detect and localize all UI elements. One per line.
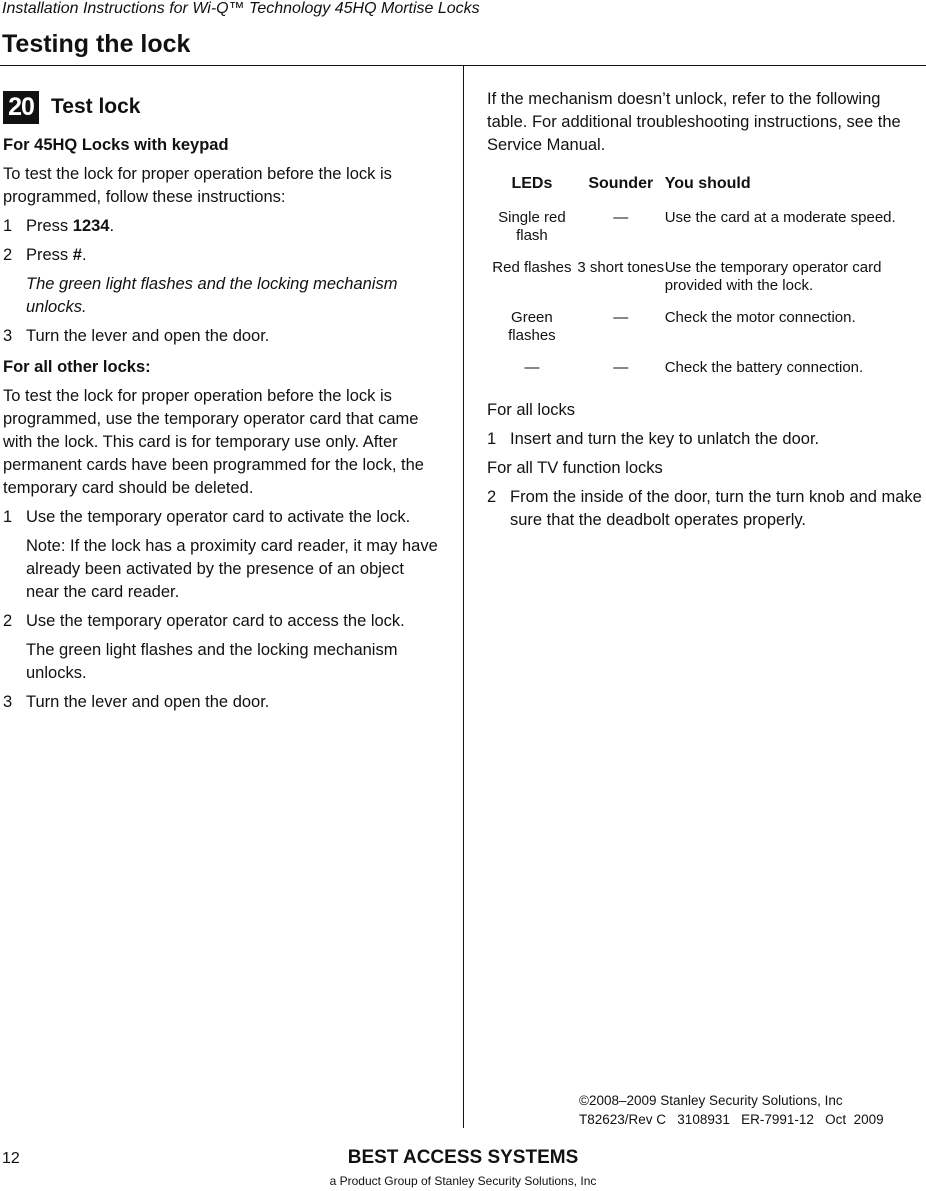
table-cell: 3 short tones	[577, 259, 665, 276]
item-punct: .	[109, 217, 115, 235]
copyright-line: ©2008–2009 Stanley Security Solutions, Inc	[579, 1093, 843, 1108]
all-locks-label: For all locks	[487, 401, 576, 419]
brand-name: BEST ACCESS SYSTEMS	[347, 1147, 579, 1168]
proximity-note: Note: If the lock has a proximity card reader, it may have already been activated by the presence of an object near the card reader.	[26, 537, 438, 601]
item-text: Use the temporary operator card to activate the lock.	[26, 508, 411, 526]
item-text: Turn the lever and open the door.	[26, 327, 270, 345]
table-cell: —	[524, 359, 540, 376]
step-header	[3, 88, 439, 126]
item-text: Press	[26, 246, 73, 264]
page-number: 12	[2, 1150, 20, 1167]
keypad-result: The green light flashes and the locking mechanism unlocks.	[26, 275, 398, 316]
table-cell: Use the card at a moderate speed.	[664, 209, 896, 226]
table-cell: —	[613, 309, 629, 326]
brand-subtitle: a Product Group of Stanley Security Solutions, Inc	[329, 1174, 597, 1188]
list-item	[487, 428, 922, 451]
list-item	[3, 691, 439, 714]
list-item	[3, 325, 439, 348]
list-item	[3, 610, 439, 633]
table-cell: Green flashes	[508, 309, 556, 344]
troubleshooting-intro: If the mechanism doesn’t unlock, refer to the following table. For additional troubleshooting instructions, see the Service Manual.	[487, 90, 901, 154]
table-cell: Single red flash	[498, 209, 566, 244]
document-title: Installation Instructions for Wi-Q™ Technology 45HQ Mortise Locks	[2, 0, 480, 17]
item-text: Press	[26, 217, 73, 235]
item-number: 2	[3, 612, 13, 630]
table-row	[487, 209, 922, 259]
column-header-you-should: You should	[664, 175, 751, 192]
section-title: Testing the lock	[2, 30, 191, 58]
list-item	[3, 506, 439, 529]
other-locks-intro: To test the lock for proper operation before the lock is programmed, use the temporary operator card that came with the lock. This card is for temporary use only. After permanent cards have been programmed for the lock, the temporary card should be deleted.	[3, 387, 424, 497]
document-codes: T82623/Rev C 3108931 ER-7991-12 Oct 2009	[579, 1112, 884, 1127]
keypad-intro: To test the lock for proper operation before the lock is programmed, follow these instructions:	[3, 165, 392, 206]
step-number-badge: 20	[3, 91, 39, 124]
item-number: 1	[3, 508, 13, 526]
table-cell: Check the battery connection.	[664, 359, 864, 376]
list-item	[3, 244, 439, 267]
table-header-row	[487, 175, 922, 209]
column-divider	[463, 66, 464, 1128]
table-cell: Use the temporary operator card provided with the lock.	[664, 259, 882, 294]
item-punct: .	[81, 246, 87, 264]
other-locks-heading: For all other locks:	[3, 358, 151, 376]
list-item	[3, 215, 439, 238]
table-cell: —	[613, 209, 629, 226]
list-item	[487, 486, 922, 532]
item-number: 2	[487, 488, 497, 506]
item-number: 3	[3, 327, 13, 345]
item-number: 1	[3, 217, 13, 235]
tv-function-label: For all TV function locks	[487, 459, 663, 477]
column-header-sounder: Sounder	[588, 175, 654, 192]
troubleshooting-table	[487, 175, 922, 391]
copyright-block	[579, 1091, 884, 1129]
table-row	[487, 359, 922, 391]
table-cell: Red flashes	[492, 259, 572, 276]
item-text: Use the temporary operator card to access the lock.	[26, 612, 405, 630]
table-row	[487, 259, 922, 309]
item-text: Insert and turn the key to unlatch the door.	[510, 430, 820, 448]
step-title: Test lock	[51, 95, 141, 118]
item-number: 3	[3, 693, 13, 711]
keypad-heading: For 45HQ Locks with keypad	[3, 136, 229, 154]
keypad-code: #	[72, 246, 82, 264]
table-row	[487, 309, 922, 359]
table-cell: Check the motor connection.	[664, 309, 856, 326]
column-header-leds: LEDs	[511, 175, 553, 192]
item-number: 2	[3, 246, 13, 264]
item-text: Turn the lever and open the door.	[26, 693, 270, 711]
item-text: From the inside of the door, turn the turn knob and make sure that the deadbolt operates properly.	[510, 488, 922, 529]
item-number: 1	[487, 430, 497, 448]
right-column	[487, 88, 922, 538]
left-column	[3, 88, 439, 720]
keypad-code: 1234	[72, 217, 110, 235]
other-locks-result: The green light flashes and the locking mechanism unlocks.	[26, 641, 398, 682]
table-cell: —	[613, 359, 629, 376]
